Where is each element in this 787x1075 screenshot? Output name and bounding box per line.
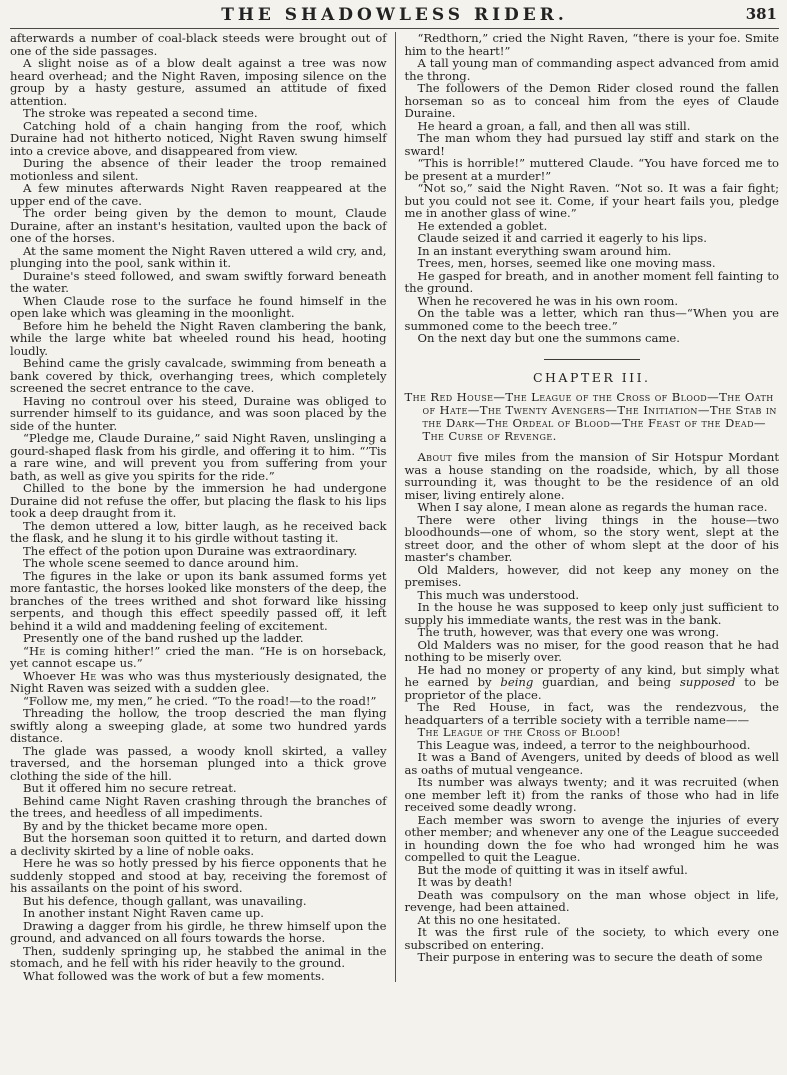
paragraph: It was the first rule of the society, to which every one subscribed on entering. — [404, 925, 779, 952]
chapter-heading: CHAPTER III. — [532, 369, 651, 385]
paragraph: But the mode of quitting it was in itself awful. — [417, 862, 688, 877]
paragraph: Each member was sworn to avenge the injuries of every other member; and whenever any one of the League succeeded in hounding down the foe who had wronged him he was compelled to quit the League. — [404, 812, 779, 864]
paragraph: The stroke was repeated a second time. — [23, 106, 258, 120]
right-column-bottom — [405, 451, 780, 964]
paragraph: On the next day but one the summons came. — [417, 331, 680, 345]
paragraph: He had no money or property of any kind, but simply what he earned by being guardian, and being supposed to be proprietor of the place. — [404, 662, 780, 702]
paragraph: Duraine's steed followed, and swam swiftly forward beneath the water. — [10, 268, 387, 295]
paragraph: The effect of the potion upon Duraine was extraordinary. — [23, 543, 358, 558]
paragraph: During the absence of their leader the troop remained motionless and silent. — [10, 156, 387, 183]
paragraph: The figures in the lake or upon its bank assumed forms yet more fantastic, the horses looked like monsters of the deep, the branches of the trees writhed and shot forward like hissing serpents, and though this effect speedily passed off, it left behind it a wild and maddening feeling of excitement. — [10, 568, 387, 633]
paragraph: But his defence, though gallant, was unavailing. — [23, 893, 307, 908]
paragraph: The order being given by the demon to mount, Claude Duraine, after an instant's hesitation, vaulted upon the back of one of the horses. — [10, 206, 387, 245]
paragraph: At the same moment the Night Raven uttered a wild cry, and, plunging into the pool, sank within it. — [10, 243, 387, 270]
paragraph: Threading the hollow, the troop descried the man flying swiftly along a sweeping glade, at some two hundred yards distance. — [10, 706, 387, 745]
paragraph: “He is coming hither!” cried the man. “He is on horseback, yet cannot escape us.” — [10, 643, 387, 670]
paragraph: Drawing a dagger from his girdle, he threw himself upon the ground, and advanced on all fours towards the horse. — [10, 918, 387, 945]
page-title: THE SHADOWLESS RIDER. — [221, 5, 568, 25]
paragraph: Old Malders, however, did not keep any money on the premises. — [404, 562, 779, 589]
paragraph: Whoever He was who was thus mysteriously designated, the Night Raven was seized with a sudden glee. — [10, 668, 387, 695]
section-divider-rule — [544, 359, 640, 360]
paragraph: The whole scene seemed to dance around him. — [23, 556, 299, 570]
paragraph: At this no one hesitated. — [417, 912, 561, 927]
paragraph: He heard a groan, a fall, and then all was still. — [417, 118, 691, 133]
paragraph: Trees, men, horses, seemed like one moving mass. — [417, 256, 716, 270]
paragraph: It was by death! — [417, 875, 513, 889]
paragraph: The Red House, in fact, was the rendezvous, the headquarters of a terrible society with a terrible name—— — [404, 700, 779, 727]
paragraph: On the table was a letter, which ran thus—“When you are summoned come to the beech tree.” — [404, 306, 779, 333]
paragraph: “This is horrible!” muttered Claude. “You have forced me to be present at a murder!” — [404, 156, 779, 183]
paragraph: Having no controul over his steed, Duraine was obliged to surrender himself to its guidance, and was soon placed by the side of the hunter. — [10, 393, 387, 433]
chapter-subtitle: The Red House—The League of the Cross of Blood—The Oath of Hate—The Twenty Avengers—The Initiation—The Stab in the Dark—The Ordeal of Blood—The Feast of the Dead—The Curse of Revenge. — [404, 390, 777, 443]
paragraph: He gasped for breath, and in another moment fell fainting to the ground. — [404, 268, 779, 295]
left-column — [10, 32, 395, 982]
paragraph: Old Malders was no miser, for the good reason that he had nothing to be miserly over. — [404, 637, 779, 664]
paragraph: What followed was the work of but a few moments. — [23, 968, 325, 983]
paragraph: This much was understood. — [417, 587, 580, 602]
right-column — [395, 32, 780, 982]
paragraph: The truth, however, was that every one was wrong. — [417, 625, 720, 639]
paragraph: Death was compulsory on the man whose object in life, revenge, had been attained. — [404, 887, 779, 914]
paragraph: In the house he was supposed to keep only just sufficient to supply his immediate wants, the rest was in the bank. — [404, 600, 779, 627]
paragraph: Their purpose in entering was to secure the death of some — [417, 950, 763, 964]
paragraph: Claude seized it and carried it eagerly to his lips. — [417, 231, 707, 245]
paragraph: Before him he beheld the Night Raven clambering the bank, while the large white bat wheeled round his head, hooting loudly. — [10, 318, 387, 358]
paragraph: But it offered him no secure retreat. — [23, 781, 237, 795]
text-columns — [10, 32, 779, 982]
paragraph: In an instant everything swam around him. — [417, 243, 672, 258]
paragraph: Its number was always twenty; and it was recruited (when one member left it) from the ranks of those who had in life received some deadly wrong. — [404, 775, 779, 814]
paragraph: Chilled to the bone by the immersion he had undergone Duraine did not refuse the offer, but placing the flask to his lips took a deep draught from it. — [10, 481, 387, 520]
paragraph: “Pledge me, Claude Duraine,” said Night Raven, unslinging a gourd-shaped flask from his girdle, and offering it to him. “’Tis a rare wine, and will prevent you from suffering from your bath, as well as give you spirits for the ride.” — [10, 431, 387, 483]
page-header — [10, 4, 779, 29]
paragraph: A few minutes afterwards Night Raven reappeared at the upper end of the cave. — [10, 181, 387, 208]
paragraph: Then, suddenly springing up, he stabbed the animal in the stomach, and he fell with his rider heavily to the ground. — [10, 943, 387, 970]
paragraph: When Claude rose to the surface he found himself in the open lake which was gleaming in the moonlight. — [10, 293, 387, 320]
paragraph: In another instant Night Raven came up. — [23, 906, 264, 920]
paragraph: The demon uttered a low, bitter laugh, as he received back the flask, and he slung it to his girdle without tasting it. — [10, 518, 387, 545]
paragraph: Behind came the grisly cavalcade, swimming from beneath a bank covered by thick, overhanging trees, which completely screened the secret entrance to the cave. — [10, 356, 387, 395]
page-number: 381 — [745, 5, 777, 23]
paragraph: The League of the Cross of Blood! — [417, 725, 622, 739]
paragraph: A tall young man of commanding aspect advanced from amid the throng. — [404, 56, 779, 83]
paragraph: The glade was passed, a woody knoll skirted, a valley traversed, and the horseman plunged into a thick grove clothing the side of the hill. — [10, 743, 387, 783]
paragraph: When I say alone, I mean alone as regards the human race. — [417, 500, 768, 514]
paragraph: When he recovered he was in his own room. — [417, 293, 679, 308]
paragraph: “Not so,” said the Night Raven. “Not so. It was a fair fight; but you could not see it. Come, if your heart fails you, pledge me in another glass of wine.” — [404, 181, 779, 220]
paragraph: It was a Band of Avengers, united by deeds of blood as well as oaths of mutual vengeance. — [404, 750, 779, 777]
paragraph: There were other living things in the house—two bloodhounds—one of whom, so the story went, slept at the street door, and the other of whom slept at the door of his master's chamber. — [404, 512, 779, 564]
paragraph: afterwards a number of coal-black steeds were brought out of one of the side passages. — [10, 31, 387, 58]
paragraph: But the horseman soon quitted it to return, and darted down a declivity skirted by a line of noble oaks. — [10, 831, 387, 858]
paragraph: Here he was so hotly pressed by his fierce opponents that he suddenly stopped and stood at bay, receiving the foremost of his assailants on the point of his sword. — [10, 856, 387, 895]
paragraph: About five miles from the mansion of Sir Hotspur Mordant was a house standing on the roadside, which, by all those surrounding it, was thought to be the residence of an old miser, living entirely alone. — [404, 450, 779, 502]
paragraph: A slight noise as of a blow dealt against a tree was now heard overhead; and the Night Raven, imposing silence on the group by a hasty gesture, assumed an attitude of fixed attention. — [10, 56, 387, 108]
paragraph: The man whom they had pursued lay stiff and stark on the sward! — [404, 131, 779, 158]
paragraph: Behind came Night Raven crashing through the branches of the trees, and heedless of all impediments. — [10, 793, 387, 820]
paragraph: Presently one of the band rushed up the ladder. — [23, 631, 304, 645]
paragraph: By and by the thicket became more open. — [23, 818, 268, 833]
paragraph: The followers of the Demon Rider closed round the fallen horseman so as to conceal him from the eyes of Claude Duraine. — [404, 81, 779, 120]
paragraph: “Redthorn,” cried the Night Raven, “there is your foe. Smite him to the heart!” — [404, 31, 779, 58]
paragraph: Catching hold of a chain hanging from the roof, which Duraine had not hitherto noticed, Night Raven swung himself into a crevice above, and disappeared from view. — [10, 118, 387, 158]
paragraph: This League was, indeed, a terror to the neighbourhood. — [417, 737, 751, 752]
paragraph: “Follow me, my men,” he cried. “To the road!—to the road!” — [23, 693, 377, 708]
right-column-top — [405, 32, 780, 345]
paragraph: He extended a goblet. — [417, 218, 548, 233]
